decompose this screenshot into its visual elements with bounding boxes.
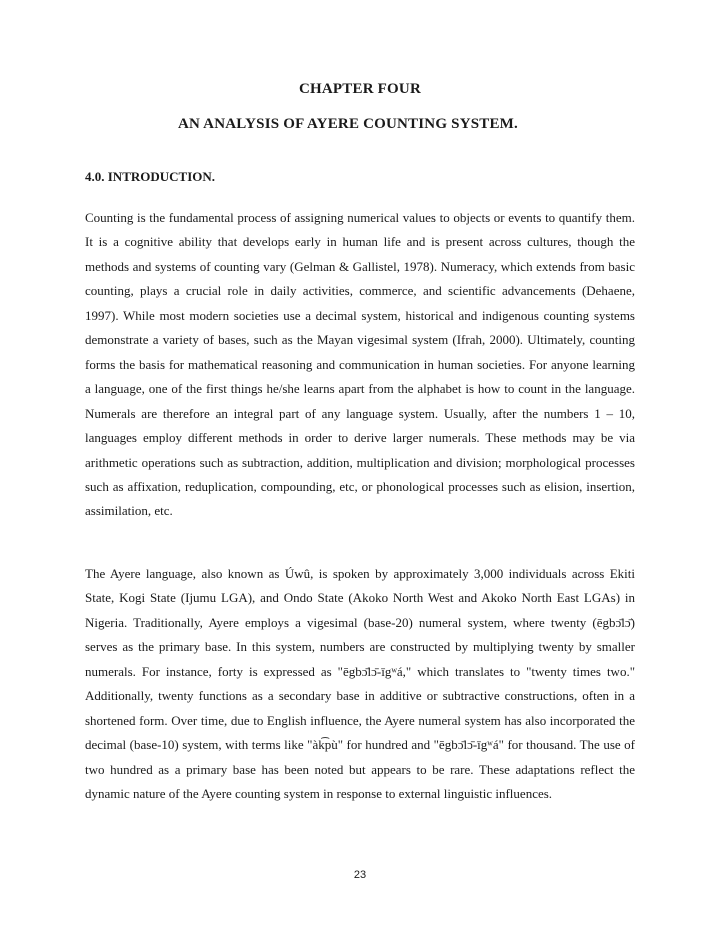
chapter-title: CHAPTER FOUR — [299, 81, 421, 97]
intro-paragraph: Counting is the fundamental process of assigning numerical values to objects or events to quantify them. It is a cognitive ability that develops early in human life and is present across cultures, though the methods and systems of counting vary (Gelman & Gallistel, 1978). Numeracy, which extends from basic counting, plays a crucial role in daily activities, commerce, and scientific advancements (Dehaene, 1997). While most modern societies use a decimal system, historical and indigenous counting systems demonstrate a variety of bases, such as the Mayan vigesimal system (Ifrah, 2000). Ultimately, counting forms the basis for mathematical reasoning and communication in human societies. For anyone learning a language, one of the first things he/she learns apart from the alphabet is how to count in the language. Numerals are therefore an integral part of any language system. Usually, after the numbers 1 – 10, languages employ different methods in order to derive larger numerals. These methods may be via arithmetic operations such as subtraction, addition, multiplication and division; morphological processes such as affixation, reduplication, compounding, etc, or phonological processes such as elision, insertion, assimilation, etc. — [85, 210, 635, 519]
chapter-subtitle: AN ANALYSIS OF AYERE COUNTING SYSTEM. — [178, 116, 518, 132]
ayere-paragraph: The Ayere language, also known as Úwû, is spoken by approximately 3,000 individuals across Ekiti State, Kogi State (Ijumu LGA), and Ondo State (Akoko North West and Akoko North East LGAs) in Nigeria. Traditionally, Ayere employs a vigesimal (base-20) numeral system, where twenty (ēgbɔ̄lɔ̄) serves as the primary base. In this system, numbers are constructed by multiplying twenty by smaller numerals. For instance, forty is expressed as "ēgbɔ̄lɔ̄-īgʷá," which translates to "twenty times two." Additionally, twenty functions as a secondary base in additive or subtractive constructions, often in a shortened form. Over time, due to English influence, the Ayere numeral system has also incorporated the decimal (base-10) system, with terms like "àk͡pù" for hundred and "ēgbɔ̄lɔ̄-īgʷá" for thousand. The use of two hundred as a primary base has been noted but appears to be rare. These adaptations reflect the dynamic nature of the Ayere counting system in response to external linguistic influences. — [85, 566, 635, 802]
section-heading: 4.0. INTRODUCTION. — [85, 169, 216, 184]
page-number: 23 — [353, 869, 367, 881]
